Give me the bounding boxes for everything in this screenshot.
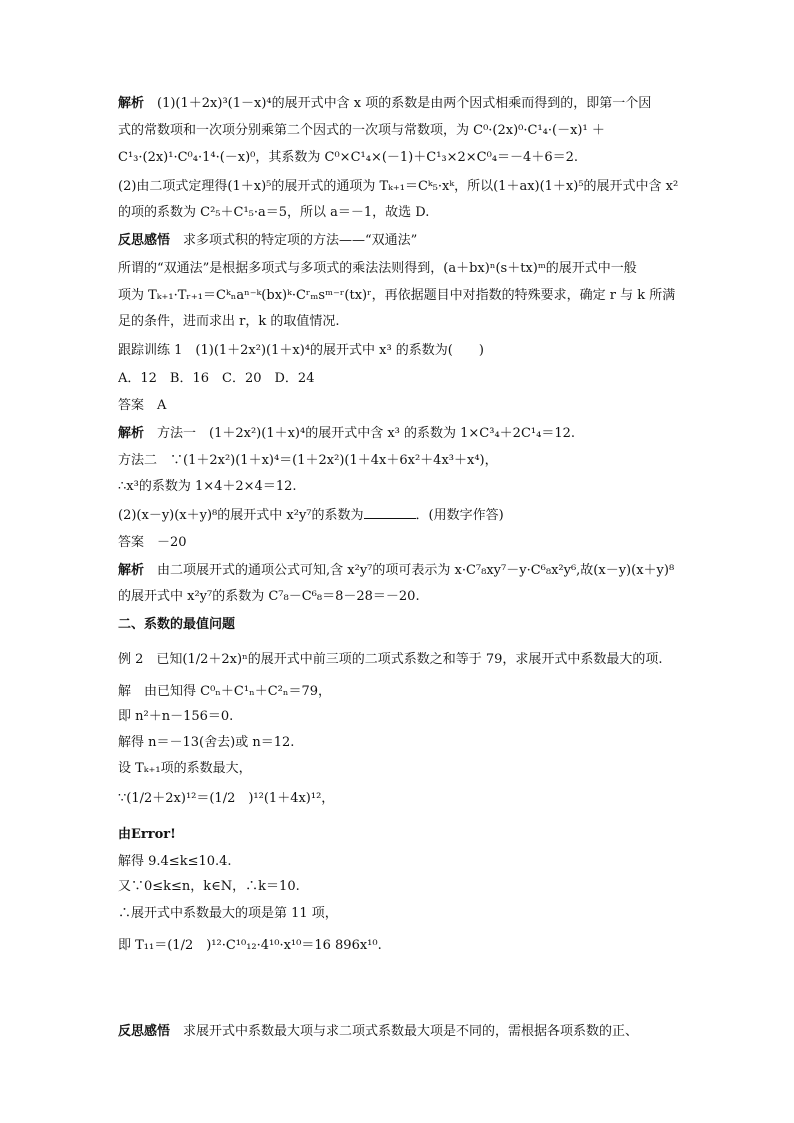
line-text: (2)(x－y)(x＋y)⁸的展开式中 x²y⁷的系数为 bbox=[118, 508, 364, 523]
text-line bbox=[118, 790, 678, 808]
line-text: 所谓的“双通法”是根据多项式与多项式的乘法法则得到，(a＋bx)ⁿ(s＋tx)ᵐ的展开式中一般 bbox=[118, 261, 637, 276]
text-line bbox=[118, 342, 678, 360]
text-line bbox=[118, 760, 678, 778]
line-text: 跟踪训练 1 (1)(1＋2x²)(1＋x)⁴的展开式中 x³ 的系数为( ) bbox=[118, 343, 484, 358]
line-text: 答案 A bbox=[118, 398, 167, 413]
line-text: 答案 －20 bbox=[118, 535, 187, 550]
line-text: (2)由二项式定理得(1＋x)⁵的展开式的通项为 Tₖ₊₁＝Cᵏ₅·xᵏ，所以(1＋ax)(1＋x)⁵的展开式中含 x² bbox=[118, 179, 678, 194]
text-line bbox=[118, 478, 678, 496]
text-line bbox=[118, 616, 678, 634]
text-line bbox=[118, 122, 678, 140]
answer-blank[interactable] bbox=[364, 506, 416, 519]
line-text: 求展开式中系数最大项与求二项式系数最大项是不同的，需根据各项系数的正、 bbox=[170, 1024, 639, 1039]
line-text: 解得 n＝－13(舍去)或 n＝12. bbox=[118, 735, 295, 750]
text-line bbox=[118, 425, 678, 443]
text-line bbox=[118, 937, 678, 955]
text-line bbox=[118, 95, 678, 113]
line-text: 足的条件，进而求出 r，k 的取值情况. bbox=[118, 314, 340, 329]
line-text: 二、系数的最值问题 bbox=[118, 617, 236, 632]
text-line bbox=[118, 397, 678, 415]
text-line bbox=[118, 534, 678, 552]
line-text: ∵(1/2＋2x)¹²＝(1/2 )¹²(1＋4x)¹²， bbox=[118, 791, 335, 806]
line-text: ∴x³的系数为 1×4＋2×4＝12. bbox=[118, 479, 297, 494]
text-line bbox=[118, 734, 678, 752]
line-text: 的展开式中 x²y⁷的系数为 C⁷₈－C⁶₈＝8－28＝－20. bbox=[118, 589, 420, 604]
line-text: 即 n²＋n－156＝0. bbox=[118, 709, 234, 724]
text-line bbox=[118, 313, 678, 331]
text-line bbox=[118, 204, 678, 222]
text-line bbox=[118, 853, 678, 871]
line-text-after: ．(用数字作答) bbox=[415, 508, 504, 523]
text-line bbox=[118, 651, 678, 669]
section-label: 反思感悟 bbox=[118, 1024, 171, 1039]
line-text: 设 Tₖ₊₁项的系数最大， bbox=[118, 761, 252, 776]
text-line bbox=[118, 562, 678, 580]
line-text: 由Error! bbox=[118, 827, 176, 842]
section-label: 解析 bbox=[118, 96, 145, 111]
line-text: 的项的系数为 C²₅＋C¹₅·a＝5，所以 a＝－1，故选 D. bbox=[118, 205, 430, 220]
line-text: 方法二 ∵(1＋2x²)(1＋x)⁴＝(1＋2x²)(1＋4x＋6x²＋4x³＋x⁴)， bbox=[118, 453, 498, 468]
line-text: (1)(1＋2x)³(1－x)⁴的展开式中含 x 项的系数是由两个因式相乘而得到的，即第一个因 bbox=[144, 96, 652, 111]
line-text: 项为 Tₖ₊₁·Tᵣ₊₁＝Cᵏₙaⁿ⁻ᵏ(bx)ᵏ·Cʳₘsᵐ⁻ʳ(tx)ʳ，再依据题目中对指数的特殊要求，确定 r 与 k 所满 bbox=[118, 288, 676, 303]
text-line bbox=[118, 232, 678, 250]
text-line bbox=[118, 905, 678, 923]
section-label: 解析 bbox=[118, 563, 145, 578]
line-text: 即 T₁₁＝(1/2 )¹²·C¹⁰₁₂·4¹⁰·x¹⁰＝16 896x¹⁰. bbox=[118, 938, 382, 953]
section-label: 反思感悟 bbox=[118, 233, 171, 248]
line-text: 解得 9.4≤k≤10.4. bbox=[118, 854, 232, 869]
line-text: 方法一 (1＋2x²)(1＋x)⁴的展开式中含 x³ 的系数为 1×C³₄＋2C¹₄＝12. bbox=[144, 426, 575, 441]
text-line bbox=[118, 149, 678, 167]
line-text: 求多项式积的特定项的方法——“双通法” bbox=[170, 233, 418, 248]
line-text: C¹₃·(2x)¹·C⁰₄·1⁴·(－x)⁰，其系数为 C⁰×C¹₄×(－1)＋C¹₃×2×C⁰₄＝－4＋6＝2. bbox=[118, 150, 578, 165]
line-text: 由二项展开式的通项公式可知,含 x²y⁷的项可表示为 x·C⁷₈xy⁷－y·C⁶₈x²y⁶,故(x－y)(x＋y)⁸ bbox=[144, 563, 675, 578]
line-text: ∴展开式中系数最大的项是第 11 项， bbox=[118, 906, 338, 921]
line-text: 解 由已知得 C⁰ₙ＋C¹ₙ＋C²ₙ＝79， bbox=[118, 684, 332, 699]
section-label: 解析 bbox=[118, 426, 145, 441]
text-line bbox=[118, 260, 678, 278]
text-line bbox=[118, 826, 678, 844]
text-line bbox=[118, 683, 678, 701]
line-text: 例 2 已知(1/2＋2x)ⁿ的展开式中前三项的二项式系数之和等于 79，求展开式中系数最大的项. bbox=[118, 652, 663, 667]
line-text: A．12 B．16 C．20 D．24 bbox=[118, 371, 315, 386]
text-line bbox=[118, 287, 678, 305]
text-line bbox=[118, 370, 678, 388]
line-text: 式的常数项和一次项分别乘第二个因式的一次项与常数项，为 C⁰·(2x)⁰·C¹₄·(－x)¹ ＋ bbox=[118, 123, 605, 138]
text-line bbox=[118, 506, 678, 525]
text-line bbox=[118, 178, 678, 196]
text-line bbox=[118, 1023, 678, 1041]
text-line bbox=[118, 452, 678, 470]
text-line bbox=[118, 878, 678, 896]
line-text: 又∵0≤k≤n，k∈N，∴k＝10. bbox=[118, 879, 300, 894]
text-line bbox=[118, 708, 678, 726]
text-line bbox=[118, 588, 678, 606]
